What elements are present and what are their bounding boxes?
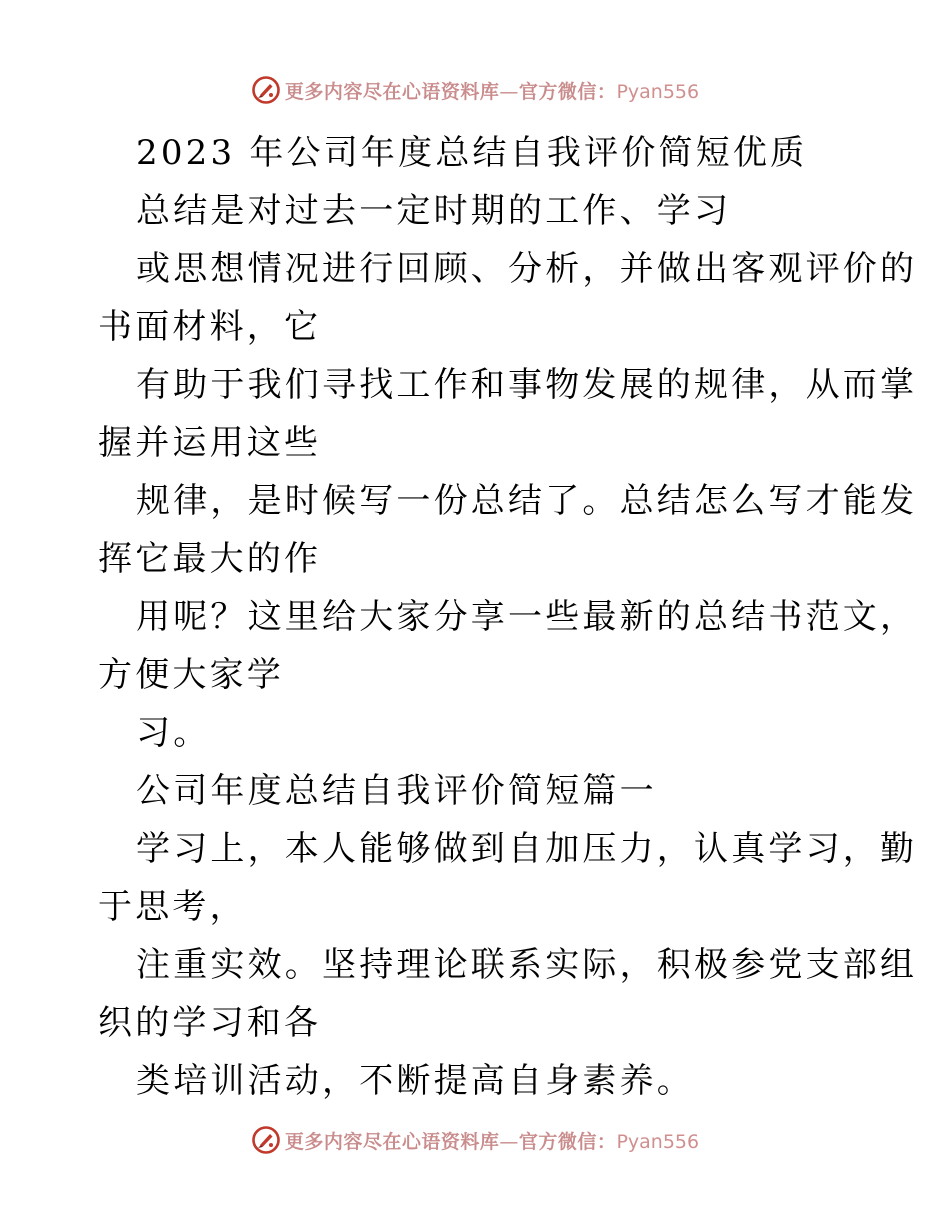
- text-line: 规律，是时候写一份总结了。总结怎么写才能发: [136, 481, 918, 521]
- text-line: 书面材料，它: [98, 307, 322, 347]
- text-line: 握并运用这些: [98, 423, 322, 463]
- banner-main-text: 更多内容尽在心语资料库: [284, 80, 500, 103]
- text-line: 挥它最大的作: [98, 539, 322, 579]
- text-line: 织的学习和各: [98, 1003, 322, 1043]
- banner-text: [285, 1127, 699, 1154]
- text-line: 习。: [136, 713, 211, 753]
- text-line: 方便大家学: [98, 655, 284, 695]
- banner-text: [285, 77, 699, 104]
- text-line: 有助于我们寻找工作和事物发展的规律，从而掌: [136, 365, 918, 405]
- text-line: 于思考，: [98, 887, 247, 927]
- banner-wechat-handle: Pyan556: [616, 1130, 700, 1153]
- red-round-seal-logo-icon: [251, 1125, 281, 1155]
- header-watermark-banner: [0, 70, 950, 110]
- text-line: 2023 年公司年度总结自我评价简短优质: [136, 133, 808, 173]
- text-line: 注重实效。坚持理论联系实际，积极参党支部组: [136, 945, 918, 985]
- text-line: 类培训活动，不断提高自身素养。: [136, 1061, 694, 1101]
- banner-label: 官方微信：: [518, 1130, 617, 1153]
- text-line: 学习上，本人能够做到自加压力，认真学习，勤: [136, 829, 918, 869]
- banner-separator: —: [499, 1130, 519, 1153]
- banner-label: 官方微信：: [518, 80, 617, 103]
- banner-wechat-handle: Pyan556: [616, 80, 700, 103]
- red-round-seal-logo-icon: [251, 75, 281, 105]
- banner-main-text: 更多内容尽在心语资料库: [284, 1130, 500, 1153]
- footer-watermark-banner: [0, 1120, 950, 1160]
- text-line: 用呢？这里给大家分享一些最新的总结书范文，: [136, 597, 918, 637]
- document-body: [98, 124, 918, 1110]
- text-line: 总结是对过去一定时期的工作、学习: [136, 191, 732, 231]
- banner-separator: —: [499, 80, 519, 103]
- text-line: 或思想情况进行回顾、分析，并做出客观评价的: [136, 249, 918, 289]
- text-line: 公司年度总结自我评价简短篇一: [136, 771, 657, 811]
